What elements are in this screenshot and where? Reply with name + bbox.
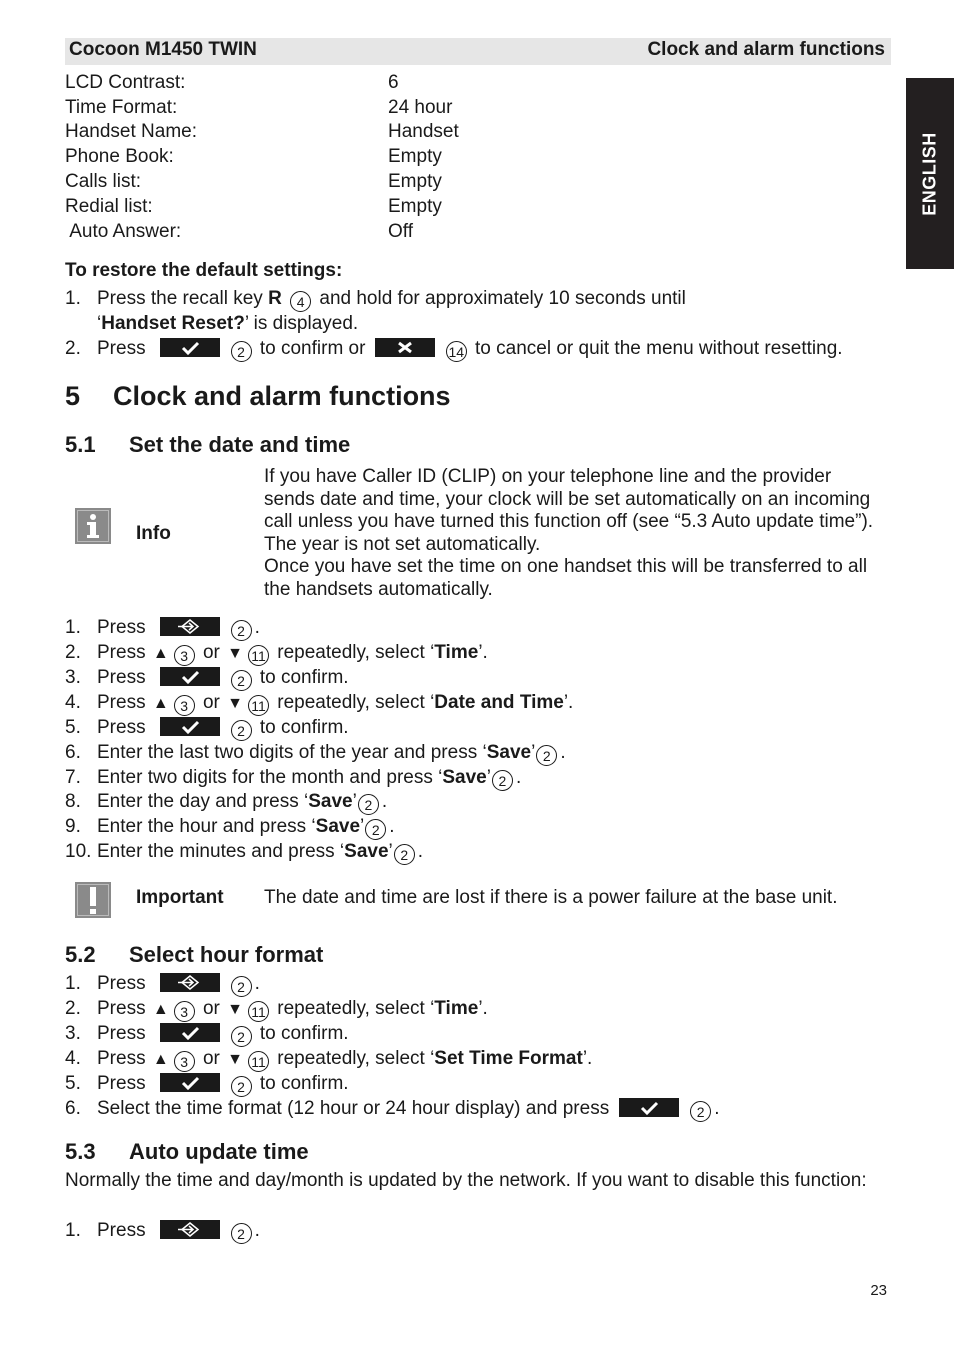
ok-key-icon [160,717,220,736]
key-number-circle: 2 [365,819,386,840]
key-number-circle: 3 [174,1051,195,1072]
key-number-circle: 11 [248,695,269,716]
list-item: 4. Press ▲ 3 or ▼ 11 repeatedly, select ‘Date and Time’. [65,692,574,714]
list-item: 2. Press ▲ 3 or ▼ 11 repeatedly, select ‘Time’. [65,998,488,1020]
list-item: 3. Press 2 to confirm. [65,667,349,689]
list-item: 9. Enter the hour and press ‘Save’ 2 . [65,816,395,838]
subsection-heading: 5.3 Auto update time [65,1139,309,1164]
important-label: Important [136,887,224,908]
setting-label: Calls list: [65,171,142,192]
ok-key-icon [160,1073,220,1092]
key-number-circle: 2 [231,620,252,641]
restore-step-1: 1. Press the recall key R 4 and hold for approximately 10 seconds until [65,288,686,310]
key-number-circle: 11 [248,645,269,666]
subsection-heading: 5.1 Set the date and time [65,432,351,457]
info-icon [75,508,111,544]
setting-value: Off [388,221,413,242]
list-item: 1. Press 2 . [65,973,260,995]
up-arrow-icon: ▲ [152,1001,169,1018]
ok-key-icon [619,1098,679,1117]
key-number-circle: 2 [231,1076,252,1097]
language-tab [906,78,954,269]
list-item: 6. Enter the last two digits of the year and press ‘Save’ 2 . [65,742,566,764]
list-item: 6. Select the time format (12 hour or 24 hour display) and press 2 . [65,1098,720,1120]
setting-value: 24 hour [388,97,453,118]
menu-key-icon [160,1220,220,1239]
setting-label: LCD Contrast: [65,72,186,93]
key-number-circle: 3 [174,1001,195,1022]
header-product: Cocoon M1450 TWIN [69,39,257,60]
setting-value: Empty [388,171,442,192]
restore-heading: To restore the default settings: [65,260,343,281]
page-number: 23 [870,1282,887,1299]
header-chapter: Clock and alarm functions [647,39,885,60]
list-item: 5. Press 2 to confirm. [65,717,349,739]
list-item: 10. Enter the minutes and press ‘Save’ 2 . [65,841,424,863]
list-item: 8. Enter the day and press ‘Save’ 2 . [65,791,388,813]
key-number-circle: 3 [174,695,195,716]
ok-key-icon [160,338,220,357]
list-item: 2. Press ▲ 3 or ▼ 11 repeatedly, select ‘Time’. [65,642,488,664]
down-arrow-icon: ▼ [227,645,243,662]
ok-key-icon [160,667,220,686]
key-number-circle: 2 [231,1026,252,1047]
list-item: 1. Press 2 . [65,617,260,639]
key-number-circle: 2 [394,844,415,865]
list-item: 7. Enter two digits for the month and press ‘Save’ 2 . [65,767,522,789]
language-tab-label: ENGLISH [919,131,940,216]
setting-label: Time Format: [65,97,178,118]
setting-label: Auto Answer: [65,221,182,242]
setting-label: Phone Book: [65,146,174,167]
key-number-circle: 2 [231,1223,252,1244]
page-header [65,38,891,65]
key-number-circle: 2 [231,976,252,997]
down-arrow-icon: ▼ [227,695,243,712]
subsection-heading: 5.2 Select hour format [65,942,324,967]
list-item: 3. Press 2 to confirm. [65,1023,349,1045]
up-arrow-icon: ▲ [152,645,169,662]
key-number-circle: 2 [536,745,557,766]
list-item: 5. Press 2 to confirm. [65,1073,349,1095]
restore-step-1-cont: ‘Handset Reset?’ is displayed. [97,313,359,334]
down-arrow-icon: ▼ [227,1001,243,1018]
list-item: 4. Press ▲ 3 or ▼ 11 repeatedly, select ‘Set Time Format’. [65,1048,593,1070]
key-number-circle: 3 [174,645,195,666]
down-arrow-icon: ▼ [227,1051,243,1068]
section-heading: 5 Clock and alarm functions [65,381,451,411]
info-text: If you have Caller ID (CLIP) on your telephone line and the provider sends date and time, your clock will be set automatically on an incoming call unless you have turned this function off (see “5.3 Auto update time”). The year is not set automatically. Once you have set the time on one handset this will be transferred to all the handsets automatically. [264,466,874,600]
key-number-circle: 4 [290,291,311,312]
setting-label: Redial list: [65,196,153,217]
up-arrow-icon: ▲ [152,1051,169,1068]
key-number-circle: 2 [231,341,252,362]
key-number-circle: 11 [248,1001,269,1022]
setting-value: Empty [388,146,442,167]
up-arrow-icon: ▲ [152,695,169,712]
setting-label: Handset Name: [65,121,198,142]
menu-key-icon [160,973,220,992]
key-number-circle: 2 [231,720,252,741]
important-text: The date and time are lost if there is a power failure at the base unit. [264,887,838,908]
paragraph: Normally the time and day/month is updated by the network. If you want to disable this function: [65,1170,867,1191]
setting-value: Empty [388,196,442,217]
key-number-circle: 2 [492,770,513,791]
key-number-circle: 2 [690,1101,711,1122]
setting-value: 6 [388,72,399,93]
menu-key-icon [160,617,220,636]
cancel-key-icon [375,338,435,357]
key-number-circle: 2 [358,794,379,815]
key-number-circle: 14 [446,341,467,362]
setting-value: Handset [388,121,459,142]
info-label: Info [136,523,171,544]
important-icon [75,882,111,918]
key-number-circle: 11 [248,1051,269,1072]
ok-key-icon [160,1023,220,1042]
list-item: 1. Press 2 . [65,1220,260,1242]
restore-step-2: 2. Press 2 to confirm or 14 to cancel or quit the menu without resetting. [65,338,843,360]
key-number-circle: 2 [231,670,252,691]
